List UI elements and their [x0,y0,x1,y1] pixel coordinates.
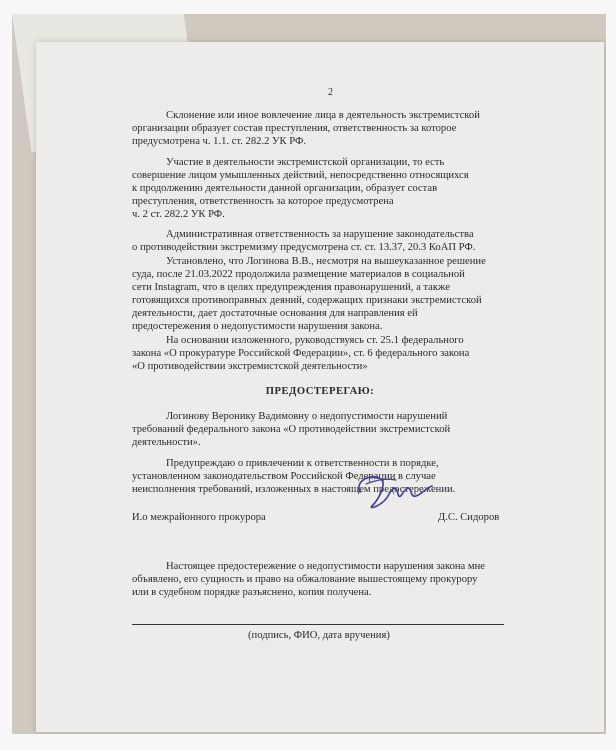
signatory-title: И.о межрайонного прокурора [132,512,266,523]
text-line: Склонение или иное вовлечение лица в деятельность экстремистской [166,110,480,121]
text-line: неисполнения требований, изложенных в настоящем предостережении. [132,484,456,495]
page-number: 2 [328,87,333,98]
text-line: деятельности, дает достаточные основания для направления ей [132,308,418,319]
text-line: Установлено, что Логинова В.В., несмотря на вышеуказанное решение [166,256,486,267]
text-line: к продолжению деятельности данной организации, образует состав [132,183,438,194]
text-line: о противодействии экстремизму предусмотрена ст. ст. 13.37, 20.3 КоАП РФ. [132,242,476,253]
signature-caption: (подпись, ФИО, дата вручения) [248,630,390,641]
notice-line: объявлено, его сущность и право на обжалование вышестоящему прокурору [132,574,478,585]
text-line: готовящихся противоправных деяний, содержащих признаки экстремистской [132,295,482,306]
text-line: Предупреждаю о привлечении к ответственности в порядке, [166,458,439,469]
text-line: Административная ответственность за нарушение законодательства [166,229,474,240]
notice-line: или в судебном порядке разъяснено, копия получена. [132,587,372,598]
text-line: преступления, ответственность за которое предусмотрена [132,196,394,207]
text-line: суда, после 21.03.2022 продолжила размещение материалов в социальной [132,269,465,280]
text-line: ч. 2 ст. 282.2 УК РФ. [132,209,225,220]
handwritten-signature [352,466,438,516]
text-line: совершение лицом умышленных действий, непосредственно относящихся [132,170,469,181]
signature-line [132,624,504,625]
text-line: деятельности». [132,437,201,448]
text-line: предостережения о недопустимости нарушения закона. [132,321,383,332]
text-line: На основании изложенного, руководствуясь ст. 25.1 федерального [166,335,464,346]
text-line: сети Instagram, что в целях предупреждения правонарушений, а также [132,282,450,293]
text-line: организации образует состав преступления, ответственность за которое [132,123,457,134]
text-line: предусмотрена ч. 1.1. ст. 282.2 УК РФ. [132,136,306,147]
warning-heading: ПРЕДОСТЕРЕГАЮ: [265,386,375,397]
text-line: Логинову Веронику Вадимовну о недопустимости нарушений [166,411,448,422]
photo-background [12,14,606,734]
signatory-name: Д.С. Сидоров [438,512,500,523]
document-sheet [36,42,604,732]
notice-line: Настоящее предостережение о недопустимости нарушения закона мне [166,561,485,572]
text-line: закона «О прокуратуре Российской Федерации», ст. 6 федерального закона [132,348,470,359]
text-line: требований федерального закона «О противодействии экстремистской [132,424,451,435]
document-page [36,42,604,732]
text-line: «О противодействии экстремистской деятельности» [132,361,368,372]
text-line: установленном законодательством Российской Федерации в случае [132,471,436,482]
text-line: Участие в деятельности экстремистской организации, то есть [166,157,445,168]
